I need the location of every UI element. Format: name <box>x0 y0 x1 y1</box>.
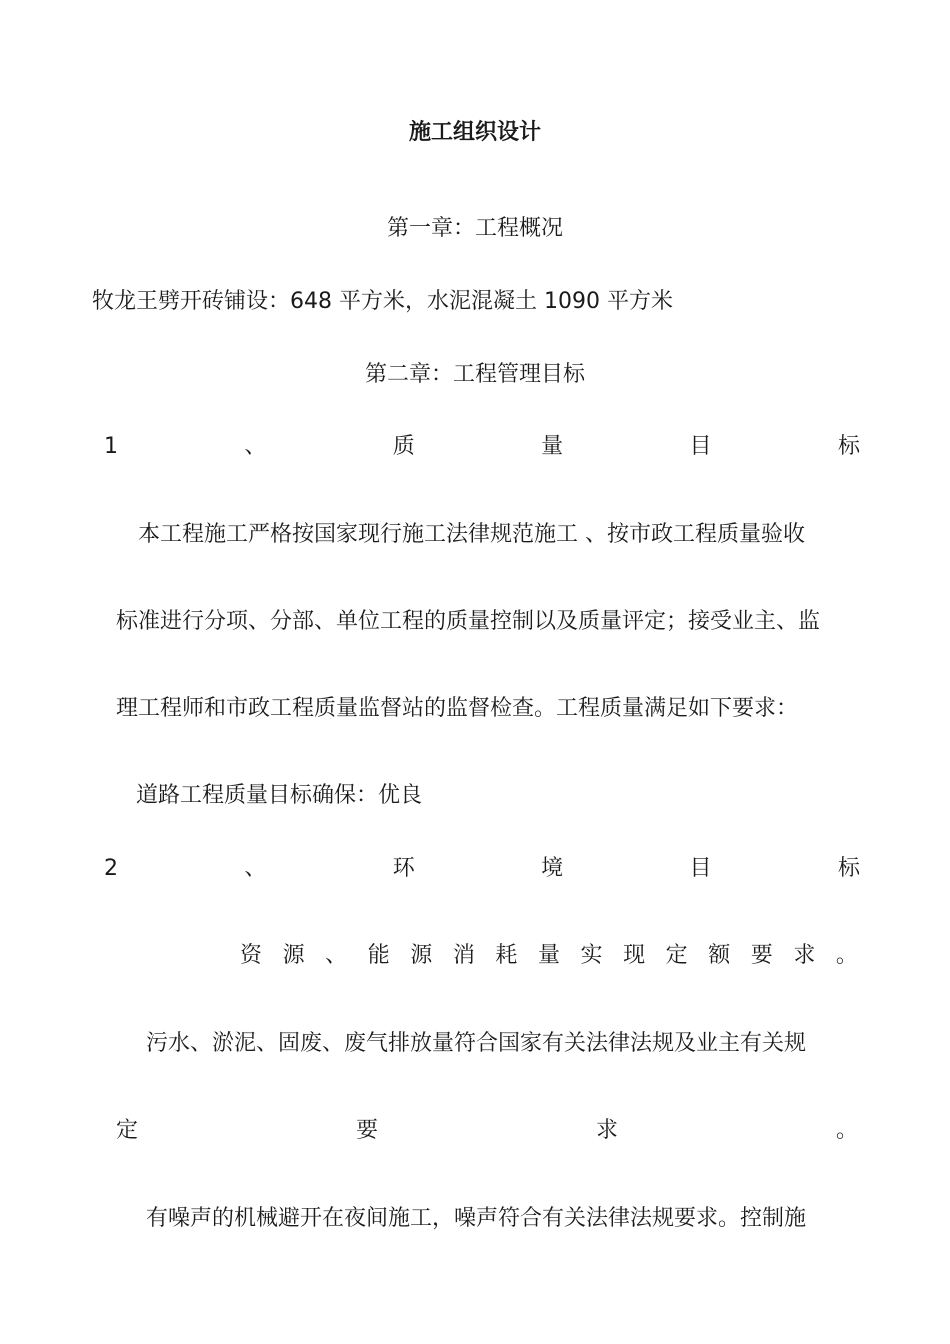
quality-paragraph-line: 标准进行分项、分部、单位工程的质量控制以及质量评定；接受业主、监 <box>116 609 821 634</box>
text-char: 源 <box>410 943 433 968</box>
quality-paragraph-line: 本工程施工严格按国家现行施工法律规范施工 、按市政工程质量验收 <box>138 522 805 547</box>
heading-char: 标 <box>837 434 860 459</box>
heading-char: 、 <box>244 434 267 459</box>
heading-char: 1 <box>104 434 118 459</box>
text-char: 、 <box>325 943 348 968</box>
heading-char: 标 <box>837 856 860 881</box>
quality-target-line: 道路工程质量目标确保：优良 <box>136 783 423 808</box>
text-char: 源 <box>282 943 305 968</box>
text-char: 量 <box>537 943 560 968</box>
chapter-2-heading: 第二章：工程管理目标 <box>364 362 585 387</box>
document-title: 施工组织设计 <box>408 120 541 145</box>
text-char: 资 <box>240 943 263 968</box>
heading-char: 环 <box>392 856 415 881</box>
environment-paragraph-line <box>116 1116 858 1146</box>
text-char: 求 <box>793 943 816 968</box>
heading-char: 量 <box>541 434 564 459</box>
text-char: 要 <box>750 943 773 968</box>
environment-paragraph-line: 有噪声的机械避开在夜间施工，噪声符合有关法律法规要求。控制施 <box>146 1206 807 1231</box>
text-char: 。 <box>835 943 858 968</box>
quality-paragraph-line: 理工程师和市政工程质量监督站的监督检查。工程质量满足如下要求： <box>116 696 799 721</box>
environment-goal-heading <box>104 854 860 884</box>
text-char: 耗 <box>495 943 518 968</box>
text-char: 求 <box>595 1118 618 1143</box>
text-char: 额 <box>708 943 731 968</box>
environment-paragraph-line: 污水、淤泥、固废、废气排放量符合国家有关法律法规及业主有关规 <box>146 1031 807 1056</box>
quality-goal-heading <box>104 432 860 462</box>
text-char: 。 <box>835 1118 858 1143</box>
chapter-1-heading: 第一章：工程概况 <box>386 216 563 241</box>
text-char: 定 <box>665 943 688 968</box>
heading-char: 境 <box>541 856 564 881</box>
heading-char: 目 <box>689 434 712 459</box>
heading-char: 2 <box>104 856 118 881</box>
text-char: 能 <box>367 943 390 968</box>
text-char: 要 <box>355 1118 378 1143</box>
heading-char: 目 <box>689 856 712 881</box>
overview-paragraph: 牧龙王劈开砖铺设：648 平方米，水泥混凝土 1090 平方米 <box>92 289 673 314</box>
heading-char: 、 <box>244 856 267 881</box>
environment-paragraph-line <box>240 941 858 971</box>
text-char: 定 <box>116 1118 139 1143</box>
heading-char: 质 <box>392 434 415 459</box>
text-char: 现 <box>623 943 646 968</box>
text-char: 消 <box>452 943 475 968</box>
text-char: 实 <box>580 943 603 968</box>
